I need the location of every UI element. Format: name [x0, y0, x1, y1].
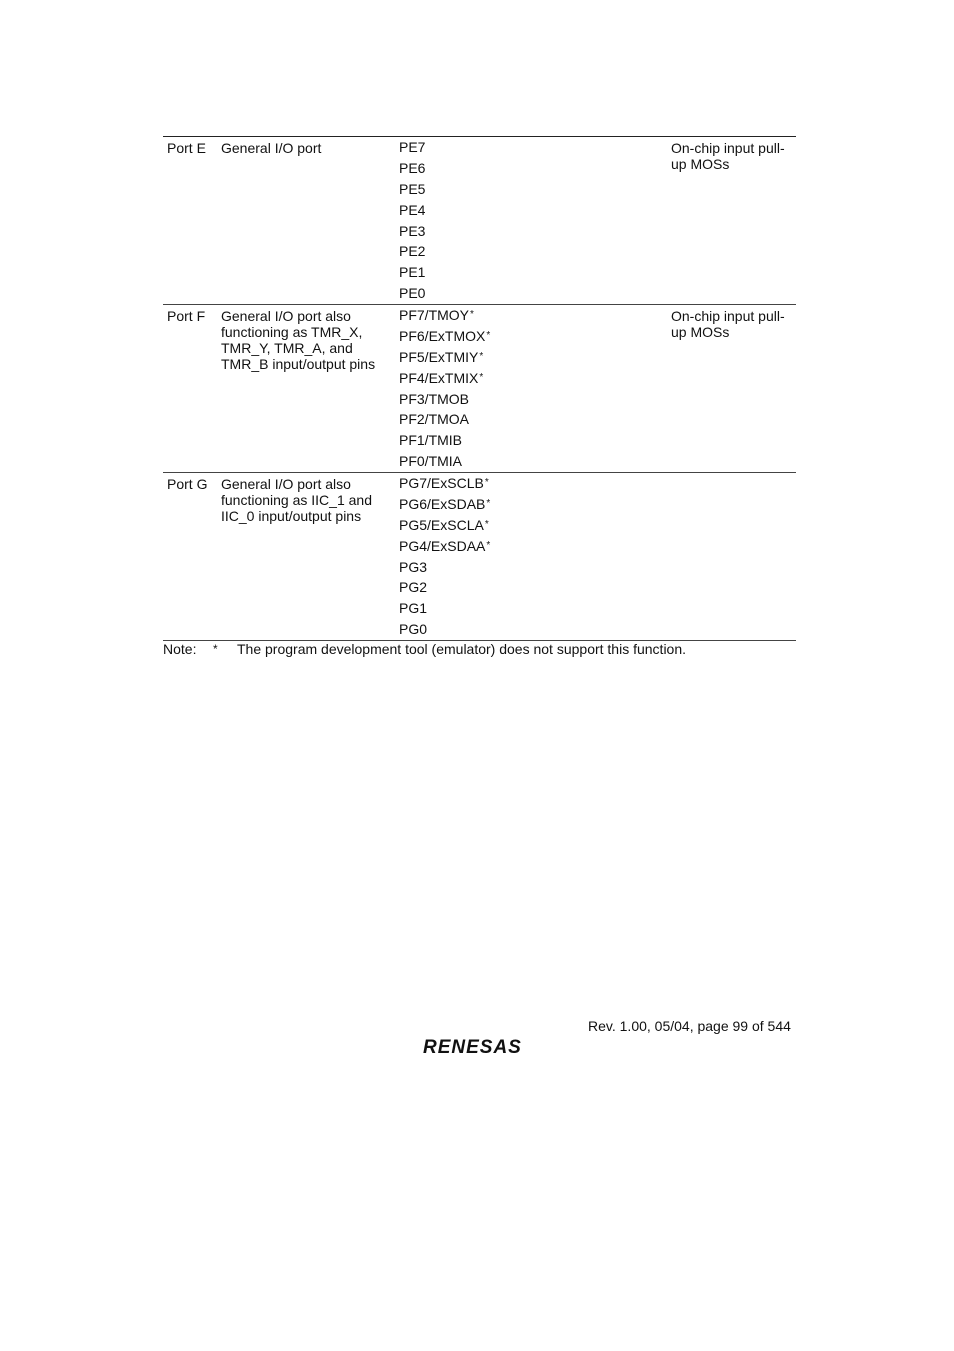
pin-name: PF7/TMOY	[399, 307, 470, 323]
table-row	[163, 137, 796, 305]
port-function-table	[163, 136, 796, 641]
table-row	[163, 305, 796, 473]
table-row	[163, 473, 796, 641]
pin-item	[399, 221, 425, 242]
port-description: General I/O port also functioning as IIC_1 and IIC_0 input/output pins	[221, 476, 372, 524]
footnote-marker: *	[470, 309, 474, 320]
page-revision: Rev. 1.00, 05/04, page 99 of 544	[588, 1018, 791, 1034]
pin-name: PG7/ExSCLB	[399, 475, 484, 491]
pin-item	[399, 305, 490, 326]
note-marker: *	[213, 642, 218, 656]
pin-item	[399, 389, 490, 410]
pin-item	[399, 619, 490, 640]
pin-item	[399, 473, 490, 494]
pin-name: PE3	[399, 222, 426, 239]
pin-item	[399, 577, 490, 598]
pin-item	[399, 409, 490, 430]
renesas-logo	[423, 1036, 543, 1061]
logo-lettering: RENESAS	[423, 1037, 522, 1058]
pin-item	[399, 515, 490, 536]
pin-name: PG3	[399, 558, 428, 575]
pin-name: PG0	[399, 621, 428, 638]
pin-name: PF0/TMIA	[399, 453, 463, 470]
pin-name: PE2	[399, 243, 426, 260]
port-name: Port G	[167, 476, 208, 492]
pin-item	[399, 494, 490, 515]
port-remark: On-chip input pull-up MOSs	[671, 140, 785, 172]
pin-name: PF1/TMIB	[399, 432, 463, 449]
pin-name: PG6/ExSDAB	[399, 495, 486, 512]
pin-name: PF4/ExTMIX	[399, 369, 479, 386]
pin-item	[399, 179, 425, 200]
port-remark: On-chip input pull-up MOSs	[671, 308, 785, 340]
pin-name: PE0	[399, 285, 426, 302]
port-description: General I/O port	[221, 140, 322, 156]
pin-name: PE6	[399, 159, 426, 176]
renesas-logo-mark	[423, 1036, 543, 1058]
pin-item	[399, 598, 490, 619]
pin-name: PE1	[399, 264, 426, 281]
pin-item	[399, 241, 425, 262]
pin-item	[399, 557, 490, 578]
pin-name: PG1	[399, 600, 428, 617]
footnote-marker: *	[484, 477, 489, 488]
pin-name: PE5	[399, 180, 426, 197]
pin-name: PF2/TMOA	[399, 411, 470, 428]
pin-item	[399, 262, 425, 283]
footnote-marker: *	[486, 539, 491, 551]
pin-list	[399, 305, 490, 472]
pin-name: PE4	[399, 201, 426, 218]
pin-item	[399, 326, 490, 347]
pin-item	[399, 283, 425, 304]
pin-list	[399, 137, 425, 304]
pin-list	[399, 473, 490, 640]
footnote-marker: *	[486, 497, 491, 509]
pin-item	[399, 536, 490, 557]
pin-item	[399, 430, 490, 451]
pin-item	[399, 137, 425, 158]
pin-item	[399, 200, 425, 221]
port-name: Port E	[167, 140, 206, 156]
footnote-marker: *	[484, 518, 489, 530]
pin-name: PF5/ExTMIY	[399, 348, 479, 365]
pin-name: PE7	[399, 139, 426, 155]
footnote-marker: *	[479, 371, 484, 383]
footnote-marker: *	[479, 350, 484, 362]
pin-name: PF3/TMOB	[399, 390, 470, 407]
pin-item	[399, 451, 490, 472]
note-text: The program development tool (emulator) does not support this function.	[237, 641, 687, 657]
pin-name: PF6/ExTMOX	[399, 327, 486, 344]
port-name: Port F	[167, 308, 206, 324]
pin-name: PG2	[399, 579, 428, 596]
pin-item	[399, 158, 425, 179]
footnote-marker: *	[486, 329, 491, 341]
note-label: Note:	[163, 641, 197, 657]
pin-name: PG4/ExSDAA	[399, 537, 486, 554]
pin-item	[399, 347, 490, 368]
port-description: General I/O port also functioning as TMR_X, TMR_Y, TMR_A, and TMR_B input/output pins	[221, 308, 376, 372]
pin-item	[399, 368, 490, 389]
pin-name: PG5/ExSCLA	[399, 516, 484, 533]
